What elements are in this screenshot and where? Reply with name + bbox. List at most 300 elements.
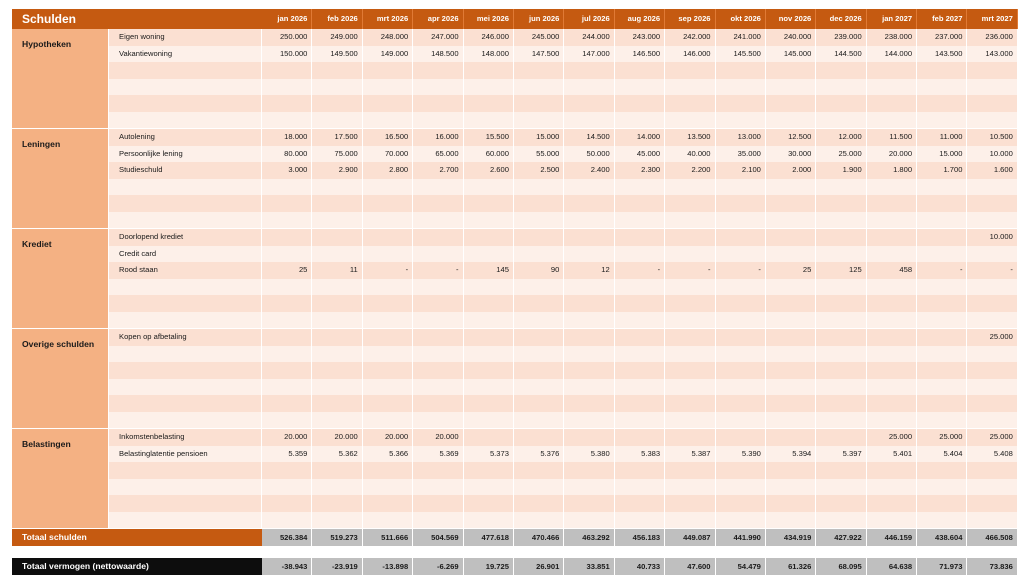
- value-cell[interactable]: [816, 246, 866, 263]
- row-label[interactable]: [109, 412, 262, 429]
- value-cell[interactable]: 25: [262, 262, 312, 279]
- value-cell[interactable]: [716, 362, 766, 379]
- value-cell[interactable]: [312, 346, 362, 363]
- value-cell[interactable]: 241.000: [716, 29, 766, 46]
- value-cell[interactable]: 237.000: [917, 29, 967, 46]
- value-cell[interactable]: [716, 195, 766, 212]
- value-cell[interactable]: [363, 495, 413, 512]
- value-cell[interactable]: [816, 229, 866, 246]
- value-cell[interactable]: 17.500: [312, 129, 362, 146]
- value-cell[interactable]: 20.000: [413, 429, 463, 446]
- value-cell[interactable]: [514, 495, 564, 512]
- value-cell[interactable]: [312, 462, 362, 479]
- value-cell[interactable]: [766, 79, 816, 96]
- value-cell[interactable]: [867, 462, 917, 479]
- value-cell[interactable]: 2.900: [312, 162, 362, 179]
- value-cell[interactable]: [564, 512, 614, 529]
- value-cell[interactable]: 144.500: [816, 46, 866, 63]
- value-cell[interactable]: [312, 62, 362, 79]
- value-cell[interactable]: [967, 179, 1017, 196]
- value-cell[interactable]: [262, 62, 312, 79]
- value-cell[interactable]: 20.000: [867, 146, 917, 163]
- value-cell[interactable]: [312, 112, 362, 129]
- row-label[interactable]: [109, 512, 262, 529]
- value-cell[interactable]: 35.000: [716, 146, 766, 163]
- value-cell[interactable]: 5.394: [766, 446, 816, 463]
- value-cell[interactable]: [867, 229, 917, 246]
- value-cell[interactable]: [464, 412, 514, 429]
- value-cell[interactable]: [816, 462, 866, 479]
- value-cell[interactable]: 244.000: [564, 29, 614, 46]
- row-label[interactable]: [109, 495, 262, 512]
- value-cell[interactable]: [716, 79, 766, 96]
- value-cell[interactable]: [816, 79, 866, 96]
- value-cell[interactable]: [716, 229, 766, 246]
- value-cell[interactable]: 65.000: [413, 146, 463, 163]
- value-cell[interactable]: [766, 395, 816, 412]
- value-cell[interactable]: [816, 429, 866, 446]
- value-cell[interactable]: [464, 429, 514, 446]
- value-cell[interactable]: [867, 312, 917, 329]
- value-cell[interactable]: [816, 312, 866, 329]
- row-label[interactable]: [109, 112, 262, 129]
- value-cell[interactable]: [564, 412, 614, 429]
- value-cell[interactable]: [564, 95, 614, 112]
- value-cell[interactable]: [564, 329, 614, 346]
- value-cell[interactable]: [363, 312, 413, 329]
- value-cell[interactable]: [564, 479, 614, 496]
- value-cell[interactable]: [816, 362, 866, 379]
- value-cell[interactable]: [716, 95, 766, 112]
- value-cell[interactable]: [413, 479, 463, 496]
- value-cell[interactable]: [716, 179, 766, 196]
- value-cell[interactable]: 236.000: [967, 29, 1017, 46]
- value-cell[interactable]: [363, 329, 413, 346]
- value-cell[interactable]: [262, 295, 312, 312]
- value-cell[interactable]: [363, 212, 413, 229]
- value-cell[interactable]: [615, 229, 665, 246]
- value-cell[interactable]: [363, 479, 413, 496]
- value-cell[interactable]: 2.200: [665, 162, 715, 179]
- row-label[interactable]: Persoonlijke lening: [109, 146, 262, 163]
- value-cell[interactable]: [564, 362, 614, 379]
- value-cell[interactable]: [514, 179, 564, 196]
- value-cell[interactable]: [615, 329, 665, 346]
- value-cell[interactable]: 16.500: [363, 129, 413, 146]
- value-cell[interactable]: [967, 395, 1017, 412]
- value-cell[interactable]: [716, 295, 766, 312]
- value-cell[interactable]: [363, 412, 413, 429]
- value-cell[interactable]: 18.000: [262, 129, 312, 146]
- value-cell[interactable]: 148.000: [464, 46, 514, 63]
- value-cell[interactable]: [514, 62, 564, 79]
- value-cell[interactable]: [413, 112, 463, 129]
- value-cell[interactable]: [867, 512, 917, 529]
- value-cell[interactable]: [917, 312, 967, 329]
- value-cell[interactable]: [413, 379, 463, 396]
- value-cell[interactable]: [363, 246, 413, 263]
- value-cell[interactable]: 30.000: [766, 146, 816, 163]
- value-cell[interactable]: [816, 179, 866, 196]
- value-cell[interactable]: [615, 195, 665, 212]
- value-cell[interactable]: 246.000: [464, 29, 514, 46]
- value-cell[interactable]: [716, 279, 766, 296]
- value-cell[interactable]: 25: [766, 262, 816, 279]
- row-label[interactable]: Autolening: [109, 129, 262, 146]
- value-cell[interactable]: [967, 479, 1017, 496]
- value-cell[interactable]: [514, 229, 564, 246]
- value-cell[interactable]: 2.300: [615, 162, 665, 179]
- value-cell[interactable]: 242.000: [665, 29, 715, 46]
- value-cell[interactable]: [464, 312, 514, 329]
- value-cell[interactable]: 1.800: [867, 162, 917, 179]
- value-cell[interactable]: [262, 279, 312, 296]
- row-label[interactable]: [109, 379, 262, 396]
- value-cell[interactable]: [262, 95, 312, 112]
- value-cell[interactable]: [917, 112, 967, 129]
- value-cell[interactable]: [665, 379, 715, 396]
- value-cell[interactable]: [665, 412, 715, 429]
- value-cell[interactable]: [716, 462, 766, 479]
- value-cell[interactable]: [967, 462, 1017, 479]
- value-cell[interactable]: 45.000: [615, 146, 665, 163]
- value-cell[interactable]: 147.000: [564, 46, 614, 63]
- value-cell[interactable]: [716, 512, 766, 529]
- value-cell[interactable]: [766, 212, 816, 229]
- value-cell[interactable]: [464, 195, 514, 212]
- value-cell[interactable]: [262, 462, 312, 479]
- value-cell[interactable]: 15.000: [917, 146, 967, 163]
- value-cell[interactable]: 13.500: [665, 129, 715, 146]
- value-cell[interactable]: [413, 62, 463, 79]
- value-cell[interactable]: [917, 412, 967, 429]
- value-cell[interactable]: [464, 479, 514, 496]
- value-cell[interactable]: [917, 212, 967, 229]
- row-label[interactable]: Eigen woning: [109, 29, 262, 46]
- value-cell[interactable]: 55.000: [514, 146, 564, 163]
- value-cell[interactable]: [615, 79, 665, 96]
- value-cell[interactable]: [967, 362, 1017, 379]
- value-cell[interactable]: 11.500: [867, 129, 917, 146]
- value-cell[interactable]: [665, 429, 715, 446]
- value-cell[interactable]: 5.359: [262, 446, 312, 463]
- value-cell[interactable]: [464, 295, 514, 312]
- value-cell[interactable]: [816, 379, 866, 396]
- value-cell[interactable]: 25.000: [967, 429, 1017, 446]
- row-label[interactable]: [109, 179, 262, 196]
- value-cell[interactable]: [766, 62, 816, 79]
- value-cell[interactable]: [716, 312, 766, 329]
- value-cell[interactable]: 143.500: [917, 46, 967, 63]
- value-cell[interactable]: [262, 112, 312, 129]
- value-cell[interactable]: [665, 112, 715, 129]
- value-cell[interactable]: [262, 246, 312, 263]
- value-cell[interactable]: [615, 212, 665, 229]
- value-cell[interactable]: [312, 79, 362, 96]
- value-cell[interactable]: [413, 79, 463, 96]
- row-label[interactable]: [109, 346, 262, 363]
- value-cell[interactable]: [464, 512, 514, 529]
- value-cell[interactable]: [615, 362, 665, 379]
- value-cell[interactable]: [514, 362, 564, 379]
- value-cell[interactable]: [413, 362, 463, 379]
- value-cell[interactable]: 5.366: [363, 446, 413, 463]
- value-cell[interactable]: [766, 346, 816, 363]
- value-cell[interactable]: [363, 395, 413, 412]
- value-cell[interactable]: [766, 462, 816, 479]
- value-cell[interactable]: [665, 95, 715, 112]
- value-cell[interactable]: [363, 346, 413, 363]
- value-cell[interactable]: [615, 279, 665, 296]
- value-cell[interactable]: [312, 246, 362, 263]
- value-cell[interactable]: 247.000: [413, 29, 463, 46]
- value-cell[interactable]: 238.000: [867, 29, 917, 46]
- value-cell[interactable]: [716, 346, 766, 363]
- value-cell[interactable]: [312, 212, 362, 229]
- row-label[interactable]: [109, 462, 262, 479]
- value-cell[interactable]: [615, 179, 665, 196]
- value-cell[interactable]: 1.900: [816, 162, 866, 179]
- value-cell[interactable]: [615, 295, 665, 312]
- value-cell[interactable]: [766, 512, 816, 529]
- value-cell[interactable]: [464, 379, 514, 396]
- value-cell[interactable]: [867, 329, 917, 346]
- value-cell[interactable]: [967, 246, 1017, 263]
- value-cell[interactable]: [564, 346, 614, 363]
- value-cell[interactable]: [262, 79, 312, 96]
- value-cell[interactable]: 146.000: [665, 46, 715, 63]
- value-cell[interactable]: [917, 295, 967, 312]
- value-cell[interactable]: [262, 479, 312, 496]
- value-cell[interactable]: 148.500: [413, 46, 463, 63]
- value-cell[interactable]: [615, 429, 665, 446]
- value-cell[interactable]: [464, 212, 514, 229]
- value-cell[interactable]: [363, 229, 413, 246]
- value-cell[interactable]: [665, 229, 715, 246]
- value-cell[interactable]: 14.000: [615, 129, 665, 146]
- value-cell[interactable]: 5.380: [564, 446, 614, 463]
- row-label[interactable]: [109, 395, 262, 412]
- value-cell[interactable]: [967, 346, 1017, 363]
- value-cell[interactable]: [312, 295, 362, 312]
- value-cell[interactable]: [917, 495, 967, 512]
- row-label[interactable]: [109, 79, 262, 96]
- value-cell[interactable]: [867, 195, 917, 212]
- value-cell[interactable]: 70.000: [363, 146, 413, 163]
- value-cell[interactable]: 12.000: [816, 129, 866, 146]
- value-cell[interactable]: 5.397: [816, 446, 866, 463]
- value-cell[interactable]: [413, 412, 463, 429]
- value-cell[interactable]: 25.000: [816, 146, 866, 163]
- value-cell[interactable]: [967, 195, 1017, 212]
- value-cell[interactable]: [514, 212, 564, 229]
- value-cell[interactable]: [766, 412, 816, 429]
- value-cell[interactable]: [312, 379, 362, 396]
- value-cell[interactable]: 249.000: [312, 29, 362, 46]
- value-cell[interactable]: [766, 362, 816, 379]
- value-cell[interactable]: [413, 179, 463, 196]
- value-cell[interactable]: 2.000: [766, 162, 816, 179]
- value-cell[interactable]: [363, 195, 413, 212]
- value-cell[interactable]: [464, 395, 514, 412]
- value-cell[interactable]: [917, 362, 967, 379]
- value-cell[interactable]: [716, 479, 766, 496]
- value-cell[interactable]: [665, 495, 715, 512]
- value-cell[interactable]: 5.390: [716, 446, 766, 463]
- value-cell[interactable]: [413, 229, 463, 246]
- value-cell[interactable]: [363, 95, 413, 112]
- value-cell[interactable]: [967, 112, 1017, 129]
- value-cell[interactable]: [564, 279, 614, 296]
- value-cell[interactable]: [514, 412, 564, 429]
- value-cell[interactable]: 13.000: [716, 129, 766, 146]
- value-cell[interactable]: [917, 329, 967, 346]
- value-cell[interactable]: [766, 112, 816, 129]
- value-cell[interactable]: [766, 312, 816, 329]
- value-cell[interactable]: [816, 346, 866, 363]
- value-cell[interactable]: 2.100: [716, 162, 766, 179]
- value-cell[interactable]: [816, 112, 866, 129]
- value-cell[interactable]: [867, 279, 917, 296]
- value-cell[interactable]: [363, 379, 413, 396]
- value-cell[interactable]: 5.404: [917, 446, 967, 463]
- value-cell[interactable]: [312, 279, 362, 296]
- value-cell[interactable]: [816, 329, 866, 346]
- value-cell[interactable]: [716, 379, 766, 396]
- value-cell[interactable]: 145: [464, 262, 514, 279]
- value-cell[interactable]: [564, 179, 614, 196]
- value-cell[interactable]: [816, 195, 866, 212]
- value-cell[interactable]: [665, 362, 715, 379]
- value-cell[interactable]: [262, 195, 312, 212]
- value-cell[interactable]: [867, 495, 917, 512]
- value-cell[interactable]: [514, 329, 564, 346]
- value-cell[interactable]: [615, 379, 665, 396]
- value-cell[interactable]: [917, 246, 967, 263]
- value-cell[interactable]: [464, 179, 514, 196]
- value-cell[interactable]: 12.500: [766, 129, 816, 146]
- value-cell[interactable]: [917, 379, 967, 396]
- value-cell[interactable]: [514, 429, 564, 446]
- value-cell[interactable]: 2.700: [413, 162, 463, 179]
- value-cell[interactable]: [766, 495, 816, 512]
- row-label[interactable]: Credit card: [109, 246, 262, 263]
- value-cell[interactable]: [514, 462, 564, 479]
- value-cell[interactable]: [816, 479, 866, 496]
- value-cell[interactable]: [363, 512, 413, 529]
- value-cell[interactable]: 149.000: [363, 46, 413, 63]
- value-cell[interactable]: [514, 195, 564, 212]
- value-cell[interactable]: 5.401: [867, 446, 917, 463]
- value-cell[interactable]: [464, 229, 514, 246]
- value-cell[interactable]: [312, 479, 362, 496]
- row-label[interactable]: [109, 295, 262, 312]
- value-cell[interactable]: [464, 329, 514, 346]
- value-cell[interactable]: [514, 79, 564, 96]
- value-cell[interactable]: [967, 379, 1017, 396]
- value-cell[interactable]: [312, 329, 362, 346]
- row-label[interactable]: [109, 479, 262, 496]
- value-cell[interactable]: [514, 379, 564, 396]
- value-cell[interactable]: [363, 462, 413, 479]
- value-cell[interactable]: [464, 246, 514, 263]
- value-cell[interactable]: 10.500: [967, 129, 1017, 146]
- value-cell[interactable]: 250.000: [262, 29, 312, 46]
- value-cell[interactable]: [262, 329, 312, 346]
- value-cell[interactable]: [464, 112, 514, 129]
- value-cell[interactable]: [312, 95, 362, 112]
- value-cell[interactable]: [615, 395, 665, 412]
- value-cell[interactable]: [413, 95, 463, 112]
- value-cell[interactable]: [816, 495, 866, 512]
- value-cell[interactable]: -: [615, 262, 665, 279]
- value-cell[interactable]: [363, 62, 413, 79]
- value-cell[interactable]: [867, 62, 917, 79]
- value-cell[interactable]: [665, 79, 715, 96]
- value-cell[interactable]: [464, 62, 514, 79]
- value-cell[interactable]: 12: [564, 262, 614, 279]
- value-cell[interactable]: [514, 295, 564, 312]
- value-cell[interactable]: [967, 312, 1017, 329]
- value-cell[interactable]: [564, 462, 614, 479]
- value-cell[interactable]: [917, 229, 967, 246]
- value-cell[interactable]: [514, 246, 564, 263]
- value-cell[interactable]: [967, 412, 1017, 429]
- value-cell[interactable]: [564, 212, 614, 229]
- value-cell[interactable]: [615, 512, 665, 529]
- value-cell[interactable]: [312, 395, 362, 412]
- value-cell[interactable]: [413, 246, 463, 263]
- value-cell[interactable]: [716, 495, 766, 512]
- value-cell[interactable]: [312, 195, 362, 212]
- value-cell[interactable]: [262, 212, 312, 229]
- value-cell[interactable]: [867, 179, 917, 196]
- value-cell[interactable]: -: [967, 262, 1017, 279]
- value-cell[interactable]: [413, 295, 463, 312]
- value-cell[interactable]: [967, 62, 1017, 79]
- value-cell[interactable]: [615, 412, 665, 429]
- value-cell[interactable]: 248.000: [363, 29, 413, 46]
- value-cell[interactable]: [464, 346, 514, 363]
- value-cell[interactable]: [867, 395, 917, 412]
- value-cell[interactable]: [262, 395, 312, 412]
- row-label[interactable]: [109, 362, 262, 379]
- value-cell[interactable]: [514, 479, 564, 496]
- value-cell[interactable]: 1.600: [967, 162, 1017, 179]
- value-cell[interactable]: [665, 212, 715, 229]
- value-cell[interactable]: [665, 279, 715, 296]
- value-cell[interactable]: [967, 512, 1017, 529]
- value-cell[interactable]: [867, 479, 917, 496]
- value-cell[interactable]: [262, 179, 312, 196]
- value-cell[interactable]: [312, 495, 362, 512]
- value-cell[interactable]: 5.369: [413, 446, 463, 463]
- value-cell[interactable]: [867, 246, 917, 263]
- value-cell[interactable]: [413, 495, 463, 512]
- value-cell[interactable]: [816, 295, 866, 312]
- value-cell[interactable]: [564, 495, 614, 512]
- value-cell[interactable]: [716, 412, 766, 429]
- value-cell[interactable]: [413, 462, 463, 479]
- value-cell[interactable]: [867, 412, 917, 429]
- value-cell[interactable]: [716, 212, 766, 229]
- value-cell[interactable]: [413, 329, 463, 346]
- value-cell[interactable]: [262, 312, 312, 329]
- value-cell[interactable]: 80.000: [262, 146, 312, 163]
- value-cell[interactable]: [967, 95, 1017, 112]
- value-cell[interactable]: 146.500: [615, 46, 665, 63]
- value-cell[interactable]: 145.500: [716, 46, 766, 63]
